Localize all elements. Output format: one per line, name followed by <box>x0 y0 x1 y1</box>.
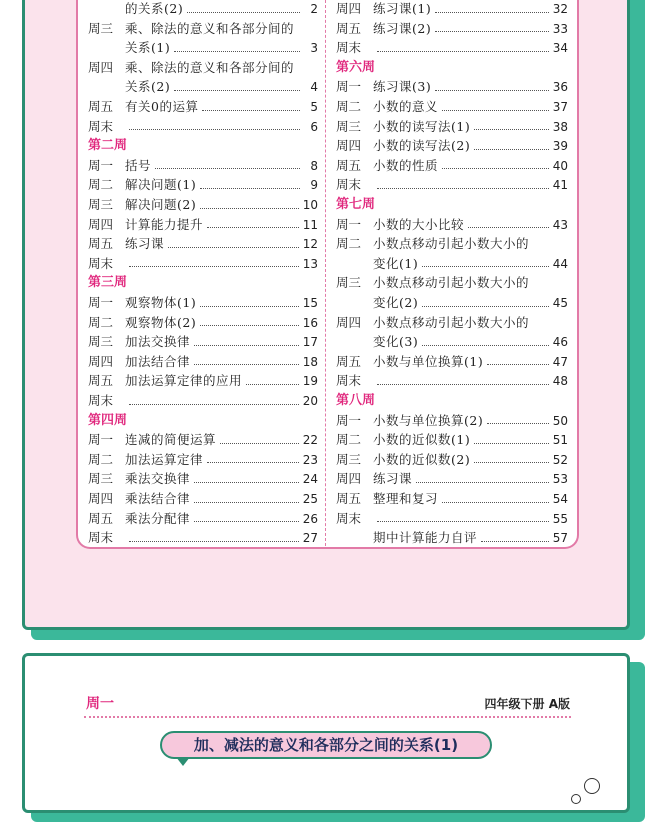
lesson-title: 加、减法的意义和各部分之间的关系(1) <box>160 731 492 759</box>
toc-entry[interactable] <box>88 255 318 273</box>
lesson-day: 周一 <box>86 696 114 712</box>
toc-page-number: 55 <box>552 511 568 526</box>
toc-day: 周末 <box>336 177 362 193</box>
toc-page-number: 36 <box>552 80 568 95</box>
dot-leader <box>129 266 299 267</box>
toc-title: 小数点移动引起小数大小的 <box>373 236 530 252</box>
dot-leader <box>435 90 549 91</box>
toc-title: 的关系(2) <box>125 1 184 16</box>
dot-leader <box>377 521 549 522</box>
toc-day: 周三 <box>336 118 362 134</box>
toc-page-number: 3 <box>310 41 318 56</box>
dot-leader <box>129 541 299 542</box>
toc-day: 周末 <box>336 510 362 526</box>
toc-page-number: 18 <box>302 354 318 369</box>
dot-leader <box>194 521 299 522</box>
toc-entry[interactable] <box>336 294 568 312</box>
dot-leader <box>200 306 299 307</box>
toc-title: 乘法分配律 <box>125 510 191 526</box>
toc-entry[interactable] <box>336 157 568 175</box>
toc-page-number: 50 <box>552 413 568 428</box>
toc-day: 周一 <box>88 295 114 310</box>
toc-page-number: 22 <box>302 433 318 448</box>
toc-entry[interactable] <box>88 20 318 38</box>
dot-leader <box>194 364 299 365</box>
dot-leader <box>174 90 300 91</box>
toc-day: 周二 <box>336 236 362 252</box>
toc-title: 整理和复习 <box>373 491 439 506</box>
toc-day: 周一 <box>336 412 362 428</box>
dot-leader <box>194 345 299 346</box>
toc-page-number: 10 <box>302 198 318 212</box>
dot-leader <box>200 325 299 326</box>
toc-entry[interactable] <box>88 333 318 351</box>
toc-title: 小数的近似数(2) <box>373 451 471 467</box>
toc-title: 小数的近似数(1) <box>373 432 471 448</box>
toc-title: 变化(1) <box>373 255 419 271</box>
toc-entry[interactable] <box>336 20 568 38</box>
dot-leader <box>129 404 299 405</box>
dot-leader <box>474 129 549 130</box>
toc-day: 周五 <box>336 20 362 36</box>
toc-page-number: 38 <box>552 119 568 134</box>
toc-entry[interactable] <box>336 255 568 273</box>
dot-leader <box>474 149 549 150</box>
toc-page-number: 8 <box>310 158 318 173</box>
toc-entry[interactable] <box>336 235 568 253</box>
dot-leader <box>468 227 549 228</box>
dot-leader <box>377 384 549 385</box>
toc-entry[interactable] <box>336 529 568 547</box>
toc-day: 周二 <box>336 432 362 448</box>
dot-leader <box>487 364 549 365</box>
toc-title: 加法运算定律的应用 <box>125 373 243 389</box>
toc-entry[interactable] <box>88 470 318 488</box>
dot-leader <box>422 266 549 267</box>
toc-day: 周末 <box>88 393 114 408</box>
toc-entry[interactable] <box>88 78 318 96</box>
toc-page-number: 13 <box>302 256 318 271</box>
toc-page-number: 44 <box>552 256 568 271</box>
toc-day: 周四 <box>336 138 362 154</box>
toc-entry[interactable] <box>88 157 318 175</box>
toc-page-number: 27 <box>302 531 318 546</box>
toc-page-number: 53 <box>552 472 568 487</box>
dot-leader <box>487 423 549 424</box>
column-divider <box>325 0 326 546</box>
toc-title: 小数与单位换算(1) <box>373 353 484 369</box>
toc-title: 小数的性质 <box>373 157 439 173</box>
toc-title: 乘法结合律 <box>125 491 191 506</box>
toc-page-number: 37 <box>552 100 568 114</box>
dot-leader <box>422 306 549 307</box>
circle-icon <box>571 794 581 804</box>
circle-icon <box>584 778 600 794</box>
week-heading: 第六周 <box>336 59 376 75</box>
dot-leader <box>435 12 549 13</box>
week-heading: 第四周 <box>88 412 128 428</box>
toc-title: 小数的读写法(1) <box>373 118 471 134</box>
dot-leader <box>422 345 549 346</box>
dot-leader <box>474 462 549 463</box>
dot-leader <box>187 12 300 13</box>
toc-page-number: 57 <box>552 531 568 546</box>
toc-page-number: 48 <box>552 374 568 389</box>
toc-entry[interactable] <box>336 314 568 332</box>
dot-leader <box>168 247 299 248</box>
toc-day: 周一 <box>336 216 362 232</box>
toc-page-number: 32 <box>552 2 568 16</box>
toc-entry[interactable] <box>88 490 318 508</box>
dot-leader <box>377 51 549 52</box>
toc-page-number: 4 <box>310 80 318 95</box>
toc-page-number: 41 <box>552 178 568 193</box>
dot-leader <box>200 208 299 209</box>
toc-day: 周一 <box>336 79 362 95</box>
toc-title: 小数点移动引起小数大小的 <box>373 314 530 330</box>
dot-leader <box>220 443 299 444</box>
toc-title: 小数点移动引起小数大小的 <box>373 275 530 291</box>
toc-title: 练习课(1) <box>373 1 432 16</box>
toc-day: 周一 <box>88 157 114 173</box>
toc-title: 关系(1) <box>125 40 171 56</box>
toc-page-number: 9 <box>310 178 318 193</box>
toc-day: 周一 <box>88 432 114 448</box>
week-heading: 第二周 <box>88 138 128 154</box>
toc-entry[interactable] <box>336 470 568 488</box>
dot-leader <box>194 502 299 503</box>
toc-day: 周五 <box>88 373 114 389</box>
toc-page-number: 20 <box>302 394 318 408</box>
toc-entry[interactable] <box>336 510 568 528</box>
dot-leader <box>200 188 300 189</box>
dot-leader <box>481 541 549 542</box>
toc-page-number: 40 <box>552 158 568 173</box>
toc-title: 期中计算能力自评 <box>373 530 478 546</box>
toc-title: 加法结合律 <box>125 353 191 369</box>
toc-day: 周三 <box>88 197 114 212</box>
toc-day: 周五 <box>88 99 114 114</box>
toc-day: 周三 <box>336 275 362 291</box>
toc-page-number: 24 <box>302 472 318 487</box>
toc-day: 周四 <box>88 353 114 369</box>
toc-title: 关系(2) <box>125 79 171 95</box>
toc-entry[interactable] <box>88 431 318 449</box>
toc-title: 有关0的运算 <box>125 99 199 114</box>
header-rule <box>84 716 571 718</box>
dot-leader <box>207 227 299 228</box>
toc-title: 连减的简便运算 <box>125 432 217 448</box>
toc-entry[interactable] <box>336 176 568 194</box>
toc-title: 解决问题(1) <box>125 177 197 193</box>
toc-entry[interactable] <box>88 196 318 214</box>
toc-entry[interactable] <box>88 98 318 116</box>
toc-entry[interactable] <box>88 314 318 332</box>
toc-day: 周五 <box>336 157 362 173</box>
toc-page-number: 52 <box>552 452 568 467</box>
toc-day: 周末 <box>336 40 362 56</box>
toc-entry[interactable] <box>88 353 318 371</box>
dot-leader <box>435 31 549 32</box>
toc-entry[interactable] <box>336 490 568 508</box>
toc-entry[interactable] <box>88 176 318 194</box>
dot-leader <box>202 110 300 111</box>
grade-edition: 四年级下册 A版 <box>484 697 570 711</box>
toc-title: 小数的意义 <box>373 99 439 114</box>
dot-leader <box>129 129 300 130</box>
dot-leader <box>207 462 299 463</box>
week-heading: 第七周 <box>336 197 376 212</box>
toc-page-number: 23 <box>302 452 318 467</box>
toc-day: 周末 <box>88 530 114 546</box>
toc-entry[interactable] <box>336 451 568 469</box>
toc-entry[interactable] <box>336 412 568 430</box>
toc-day: 周四 <box>88 216 114 232</box>
toc-page-number: 46 <box>552 335 568 350</box>
dot-leader <box>442 502 549 503</box>
toc-title: 练习课 <box>373 471 413 487</box>
week-heading: 第八周 <box>336 393 376 408</box>
toc-title: 加法交换律 <box>125 334 191 350</box>
toc-page-number: 5 <box>310 100 318 114</box>
toc-day: 周三 <box>88 20 114 36</box>
toc-title: 计算能力提升 <box>125 216 204 232</box>
toc-day: 周二 <box>88 314 114 330</box>
dot-leader <box>246 384 299 385</box>
toc-day: 周四 <box>88 59 114 75</box>
toc-entry[interactable] <box>88 294 318 312</box>
toc-title: 变化(2) <box>373 295 419 310</box>
toc-entry[interactable] <box>336 353 568 371</box>
toc-title: 乘、除法的意义和各部分间的 <box>125 59 295 75</box>
toc-day: 周末 <box>88 118 114 134</box>
toc-page-number: 34 <box>552 41 568 56</box>
toc-day: 周五 <box>336 353 362 369</box>
toc-page-number: 25 <box>302 492 318 506</box>
dot-leader <box>155 168 300 169</box>
toc-entry[interactable] <box>88 0 318 18</box>
toc-day: 周四 <box>336 314 362 330</box>
dot-leader <box>442 168 549 169</box>
toc-day: 周三 <box>88 471 114 487</box>
toc-page-number: 19 <box>302 374 318 389</box>
toc-entry[interactable] <box>88 216 318 234</box>
toc-day: 周三 <box>336 451 362 467</box>
toc-entry[interactable] <box>336 118 568 136</box>
toc-title: 小数与单位换算(2) <box>373 412 484 428</box>
toc-title: 练习课 <box>125 236 165 252</box>
toc-day: 周二 <box>88 177 114 193</box>
toc-page-number: 11 <box>302 217 318 232</box>
toc-page-number: 16 <box>302 315 318 330</box>
toc-day: 周二 <box>88 451 114 467</box>
toc-entry[interactable] <box>88 235 318 253</box>
toc-page-number: 2 <box>310 2 318 16</box>
week-heading: 第三周 <box>88 275 128 291</box>
dot-leader <box>174 51 300 52</box>
toc-entry[interactable] <box>336 216 568 234</box>
toc-title: 小数的读写法(2) <box>373 138 471 154</box>
toc-entry[interactable] <box>336 78 568 96</box>
dot-leader <box>194 482 299 483</box>
toc-entry[interactable] <box>336 431 568 449</box>
toc-entry[interactable] <box>88 372 318 390</box>
toc-title: 括号 <box>125 157 152 173</box>
toc-entry[interactable] <box>88 451 318 469</box>
toc-day: 周五 <box>88 236 114 252</box>
toc-page-number: 15 <box>302 296 318 310</box>
toc-title: 加法运算定律 <box>125 451 204 467</box>
dot-leader <box>442 110 549 111</box>
toc-entry[interactable] <box>336 274 568 292</box>
toc-entry[interactable] <box>336 333 568 351</box>
toc-title: 乘、除法的意义和各部分间的 <box>125 20 295 36</box>
toc-page-number: 45 <box>552 296 568 310</box>
toc-title: 乘法交换律 <box>125 471 191 487</box>
dot-leader <box>377 188 549 189</box>
toc-entry[interactable] <box>336 372 568 390</box>
toc-entry[interactable] <box>88 39 318 57</box>
toc-page-number: 39 <box>552 139 568 154</box>
toc-entry[interactable] <box>88 529 318 547</box>
toc-page-number: 47 <box>552 354 568 369</box>
toc-entry[interactable] <box>88 59 318 77</box>
toc-page-number: 12 <box>302 237 318 252</box>
toc-title: 解决问题(2) <box>125 197 197 212</box>
toc-entry[interactable] <box>336 39 568 57</box>
toc-day: 周二 <box>336 99 362 114</box>
toc-day: 周三 <box>88 334 114 350</box>
toc-day: 周五 <box>88 510 114 526</box>
toc-page-number: 54 <box>552 492 568 506</box>
toc-page-number: 6 <box>310 119 318 134</box>
toc-entry[interactable] <box>336 137 568 155</box>
banner-tail <box>176 757 190 766</box>
toc-entry[interactable] <box>88 510 318 528</box>
toc-day: 周四 <box>336 471 362 487</box>
toc-entry[interactable] <box>336 0 568 18</box>
toc-entry[interactable] <box>88 392 318 410</box>
toc-title: 变化(3) <box>373 334 419 350</box>
toc-page-number: 51 <box>552 433 568 448</box>
toc-page-number: 17 <box>302 335 318 350</box>
toc-day: 周四 <box>88 491 114 506</box>
toc-page-number: 33 <box>552 21 568 36</box>
toc-page-number: 43 <box>552 217 568 232</box>
dot-leader <box>474 443 549 444</box>
toc-entry[interactable] <box>88 118 318 136</box>
dot-leader <box>416 482 549 483</box>
toc-title: 观察物体(2) <box>125 314 197 330</box>
toc-day: 周四 <box>336 1 362 16</box>
toc-page-number: 26 <box>302 511 318 526</box>
toc-day: 周五 <box>336 491 362 506</box>
toc-entry[interactable] <box>336 98 568 116</box>
toc-title: 观察物体(1) <box>125 295 197 310</box>
toc-title: 练习课(2) <box>373 20 432 36</box>
toc-title: 小数的大小比较 <box>373 216 465 232</box>
toc-day: 周末 <box>88 255 114 271</box>
toc-day: 周末 <box>336 373 362 389</box>
toc-title: 练习课(3) <box>373 79 432 95</box>
